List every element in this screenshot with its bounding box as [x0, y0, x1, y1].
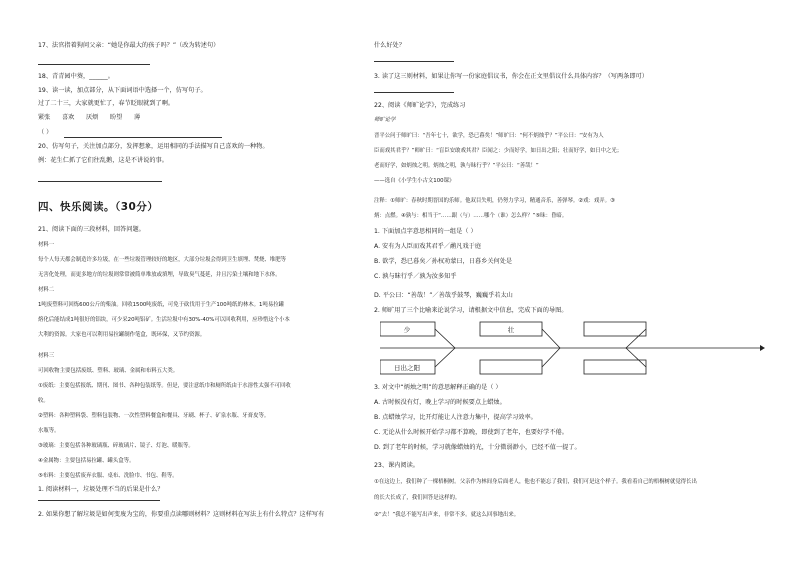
option[interactable]: B. 点蜡烛学习，比开灯能让人注意力集中，提高学习效率。 — [374, 414, 537, 421]
sub-question-22-3: 3. 对文中“炳烛之明”的意思解释正确的是（ ） — [374, 384, 502, 391]
note-line: 炳：点燃。④孰与：相当于“……跟（与）……哪个（谁）怎么样？”⑤昧：昏暗。 — [374, 213, 568, 219]
question-19: 19、读一读，加点部分，从下面词语中选择一个，仿写句子。 — [38, 87, 207, 94]
material-1-title: 材料一 — [38, 242, 55, 248]
question-17: 17、法官指着狗问父亲：“她是你最大的孩子吗？”（改为转述句） — [38, 42, 220, 49]
material-2-line: 大利的资源。大家也可以利用易拉罐制作笔盒，既环保，又节约资源。 — [38, 332, 206, 338]
box-bottom-3 — [584, 360, 646, 374]
word-bank-item: 紧张 — [38, 114, 51, 121]
passage-23-line: ①在这边上，我们种了一棵梧桐树。父亲作为林间身后面老人，他也不能忘了我们，我们可是这个样子。我看着自己的梧桐树就觉得长出 — [374, 479, 697, 485]
note-line: 注释：①师旷：春秋时期晋国的乐师。他双目失明，仍努力学习，精通音乐，善弹琴。②戏：戏弄。③ — [374, 198, 615, 204]
option[interactable]: A. 古时候没有灯，晚上学习的时候要点上蜡烛。 — [374, 399, 506, 406]
question-21: 21、阅读下面的三段材料，回答问题。 — [38, 226, 145, 233]
answer-line-20[interactable] — [38, 181, 162, 182]
passage-line: 老而好学，如炳烛之明。炳烛之明，孰与昧行乎？”平公曰：“善哉！” — [374, 163, 539, 169]
option[interactable]: A. 安有为人臣而戏其君乎／鹬凡戏于庭 — [374, 243, 482, 250]
question-18: 18、青青园中葵，______。 — [38, 73, 114, 80]
passage-line: 臣而戏其君乎？”师旷曰：“盲臣安敢戏其君？臣闻之：少而好学，如日出之阳；壮而好学，如日中之光； — [374, 148, 623, 154]
box-bottom-2 — [480, 360, 542, 374]
question-20-example: 例：花生仁抓了它们往乱鹅，这是不讲说的事。 — [38, 157, 168, 164]
sub-question-1: 1. 阅读材料一，垃圾处理不当的后果是什么？ — [38, 486, 164, 493]
diagram-label-sunrise: 日出之阳 — [394, 364, 420, 372]
answer-line-19[interactable] — [64, 137, 222, 138]
answer-line-sub3[interactable] — [374, 92, 454, 93]
answer-line-sub2[interactable] — [374, 61, 454, 62]
question-22: 22、阅读《师旷论学》，完成练习 — [374, 102, 466, 109]
sub-question-22-1: 1. 下面加点字意思相同的一组是（ ） — [374, 228, 477, 235]
material-3-line: ⑤布料：主要包括废弃衣服、桌布、洗脸巾、书包、鞋等。 — [38, 473, 178, 479]
material-3-line: ①废纸：主要包括报纸、期刊、图书、各种包装纸等。但是，要注意纸巾和厕所纸由于水溶性太强不可回收 — [38, 383, 291, 389]
word-bank-item: 厌烦 — [86, 114, 99, 121]
sub-question-3: 3. 读了这三则材料，如果让你写一份家庭倡议书，你会在正文里倡议什么具体内容？（写两条即可） — [374, 73, 648, 80]
question-20: 20、仿写句子，关注加点部分，发挥想象，运用相同的手法描写自己喜欢的一种物。 — [38, 143, 269, 150]
question-19-paren: （ ） — [38, 129, 53, 136]
box-top-3 — [584, 322, 646, 336]
answer-line-17[interactable] — [38, 64, 150, 65]
question-23: 23、课内阅读。 — [374, 462, 419, 469]
option[interactable]: C. 孰与昧行乎／孰为汝多知乎 — [374, 273, 457, 280]
material-3-line: 水瓶等。 — [38, 428, 60, 434]
material-3-line: 可回收物主要包括废纸、塑料、玻璃、金属和布料五大类。 — [38, 368, 179, 374]
material-2-line: 1吨废塑料可回炼600公斤的柴油。回收1500吨废纸，可免于砍伐用于生产100吨纸的林木。1吨易拉罐 — [38, 302, 285, 308]
continued-text: 什么好处？ — [374, 42, 405, 49]
passage-source: ——选自《小学生小古文100课》 — [374, 178, 455, 184]
passage-23-line: 的长大长成了，我们回答是这样的。 — [374, 495, 461, 501]
passage-23-line: ②“去！”我总不能写出声来，非常不多。就这么回事地出来。 — [374, 512, 520, 518]
passage-line: 晋平公问于师旷曰：“吾年七十，欲学，恐已暮矣！”师旷曰：“何不炳烛乎？”平公曰：“安有为人 — [374, 133, 604, 139]
option[interactable]: C. 无论从什么时候开始学习都不算晚，即使到了老年，也要好学不倦。 — [374, 429, 568, 436]
diagram-arrowhead — [760, 345, 765, 351]
option[interactable]: D. 平公曰：“善哉！”／善哉乎鼓琴，巍巍乎若太山 — [374, 292, 513, 299]
passage-title: 师旷论学 — [374, 117, 396, 123]
answer-line-sub1[interactable] — [38, 500, 160, 501]
question-19-sentence: 过了二十三，大家就更忙了，春节眨眼就到了啊。 — [38, 100, 175, 107]
analogy-diagram — [380, 320, 765, 376]
sub-question-2: 2. 如果你想了解垃圾是如何变废为宝的，你要重点读哪则材料？这则材料在写法上有什么特点？这样写有 — [38, 511, 325, 518]
section-title: 四、快乐阅读。（30分） — [38, 201, 159, 213]
diagram-label-prime: 壮 — [507, 326, 515, 334]
material-2-line: 熔化后能结成1吨很好的铝块，可少采20吨铝矿。生活垃圾中有30%-40%可以回收利用，应珍惜这个小本 — [38, 317, 290, 323]
word-bank-item: 喜欢 — [62, 114, 75, 121]
diagram-label-young: 少 — [403, 326, 411, 334]
word-bank-item: 盼望 — [110, 114, 123, 121]
material-3-line: ③玻璃：主要包括各种玻璃瓶、碎玻璃片、镜子、灯泡、暖瓶等。 — [38, 443, 194, 449]
option[interactable]: D. 到了老年的时候，学习就像蜡烛的光，十分微弱渺小，已经不值一提了。 — [374, 444, 581, 451]
material-2-title: 材料二 — [38, 287, 55, 293]
sub-question-22-2: 2. 师旷用了三个比喻来论说学习，请根据文中信息，完成下面的导图。 — [374, 307, 568, 314]
material-1-line: 无害化处理，而更多地方的垃圾则常常被简单堆放或填埋，导致臭气蔓延，并且污染土壤和地下水体。 — [38, 272, 281, 278]
material-3-title: 材料三 — [38, 353, 55, 359]
material-1-line: 每个人每天都会制造许多垃圾，在一些垃圾管理较好的地区，大部分垃圾会得到卫生填埋、焚烧、堆肥等 — [38, 257, 286, 263]
option[interactable]: B. 欲学，恐已暮矣／孙权劝蒙曰，日暮乡关何处是 — [374, 258, 513, 265]
word-bank-item: 薄 — [134, 114, 141, 121]
material-3-line: ④金属物：主要包括易拉罐、罐头盒等。 — [38, 458, 135, 464]
material-3-line: ②塑料：各种塑料袋、塑料包装物、一次性塑料餐盒和餐具、牙刷、杯子、矿泉水瓶、牙膏皮等。 — [38, 413, 270, 419]
material-3-line: 收。 — [38, 398, 49, 404]
